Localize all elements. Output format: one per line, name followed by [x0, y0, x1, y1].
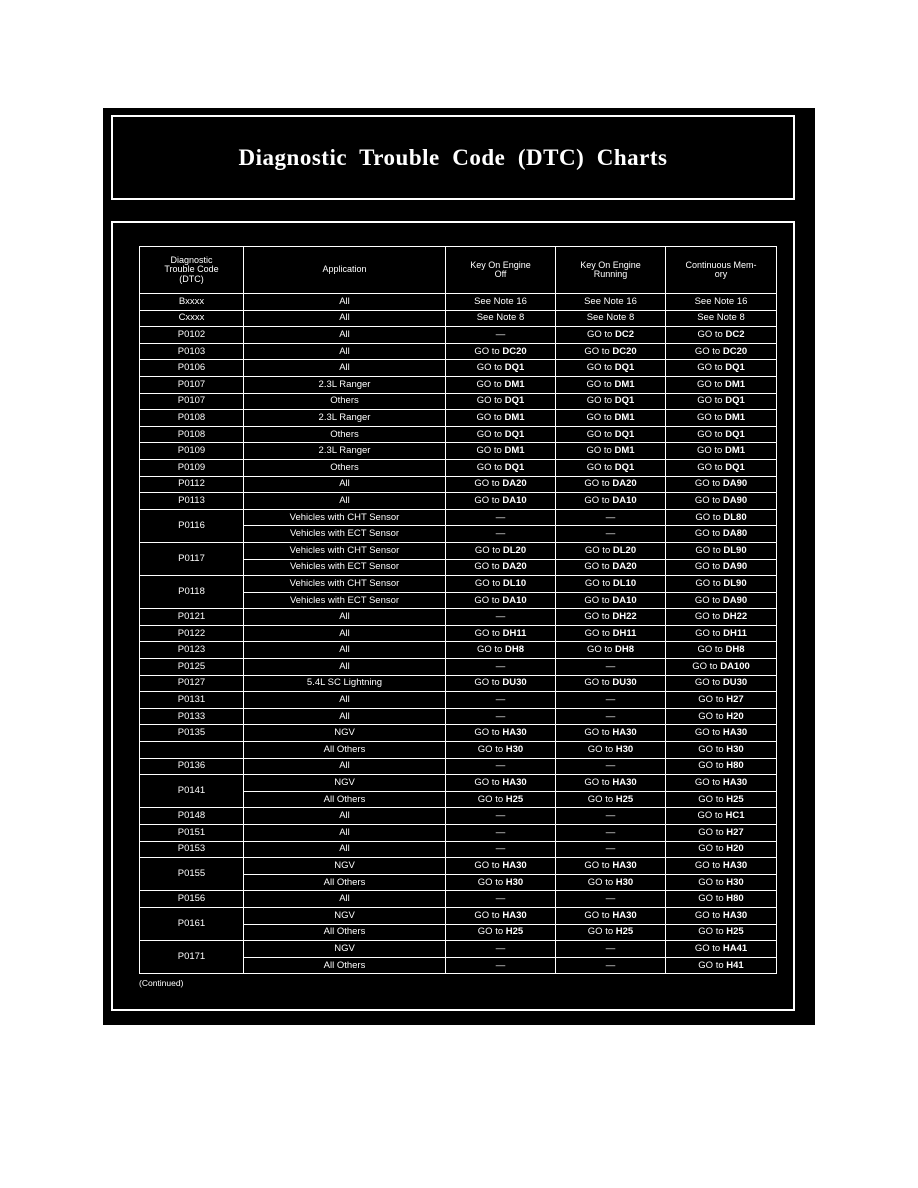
cell-application: NGV — [244, 775, 446, 792]
table-row — [140, 576, 777, 593]
cell-key-on-engine-off: GO to DA10 — [446, 493, 556, 510]
cell-application: All — [244, 692, 446, 709]
cell-dtc-code: P0133 — [140, 708, 244, 725]
cell-application: 2.3L Ranger — [244, 443, 446, 460]
table-header — [140, 247, 777, 294]
document-page-panel — [103, 108, 815, 1025]
cell-key-on-engine-off: — — [446, 957, 556, 974]
cell-key-on-engine-running: — — [556, 708, 666, 725]
cell-key-on-engine-running: — — [556, 841, 666, 858]
cell-dtc-code: P0148 — [140, 808, 244, 825]
cell-dtc-code: P0141 — [140, 775, 244, 808]
cell-continuous-memory: GO to HC1 — [666, 808, 777, 825]
cell-continuous-memory: GO to H25 — [666, 924, 777, 941]
cell-key-on-engine-running: GO to H30 — [556, 742, 666, 759]
cell-key-on-engine-running: GO to DU30 — [556, 675, 666, 692]
cell-key-on-engine-off: GO to DQ1 — [446, 459, 556, 476]
cell-key-on-engine-running: GO to DC2 — [556, 327, 666, 344]
cell-continuous-memory: GO to DM1 — [666, 410, 777, 427]
cell-key-on-engine-running: GO to HA30 — [556, 907, 666, 924]
cell-key-on-engine-off: — — [446, 327, 556, 344]
cell-dtc-code: P0156 — [140, 891, 244, 908]
cell-key-on-engine-running: — — [556, 957, 666, 974]
cell-continuous-memory: GO to H30 — [666, 742, 777, 759]
cell-continuous-memory: GO to DA90 — [666, 493, 777, 510]
cell-key-on-engine-off: GO to HA30 — [446, 725, 556, 742]
cell-continuous-memory: See Note 8 — [666, 310, 777, 327]
cell-dtc-code: P0125 — [140, 659, 244, 676]
table-row — [140, 393, 777, 410]
cell-key-on-engine-off: — — [446, 941, 556, 958]
cell-application: All Others — [244, 924, 446, 941]
cell-continuous-memory: GO to DH22 — [666, 609, 777, 626]
table-frame — [111, 221, 795, 1011]
cell-continuous-memory: GO to DH11 — [666, 625, 777, 642]
cell-dtc-code: P0161 — [140, 907, 244, 940]
cell-key-on-engine-off: GO to DQ1 — [446, 393, 556, 410]
cell-key-on-engine-off: — — [446, 825, 556, 842]
table-row — [140, 509, 777, 526]
cell-application: All Others — [244, 874, 446, 891]
cell-key-on-engine-running: GO to DA10 — [556, 592, 666, 609]
cell-key-on-engine-off: GO to DQ1 — [446, 360, 556, 377]
cell-key-on-engine-off: GO to DA20 — [446, 476, 556, 493]
cell-key-on-engine-running: GO to DH8 — [556, 642, 666, 659]
cell-dtc-code: P0116 — [140, 509, 244, 542]
table-row — [140, 327, 777, 344]
cell-dtc-code: P0108 — [140, 426, 244, 443]
cell-dtc-code: P0117 — [140, 542, 244, 575]
table-row — [140, 841, 777, 858]
cell-key-on-engine-running: GO to DQ1 — [556, 360, 666, 377]
cell-key-on-engine-off: — — [446, 758, 556, 775]
cell-application: All — [244, 493, 446, 510]
cell-continuous-memory: GO to DA100 — [666, 659, 777, 676]
cell-dtc-code: P0106 — [140, 360, 244, 377]
table-row — [140, 808, 777, 825]
table-row — [140, 376, 777, 393]
cell-dtc-code: P0155 — [140, 858, 244, 891]
cell-continuous-memory: GO to H27 — [666, 825, 777, 842]
cell-application: All — [244, 609, 446, 626]
cell-dtc-code: P0109 — [140, 443, 244, 460]
table-row — [140, 476, 777, 493]
cell-continuous-memory: GO to DA90 — [666, 592, 777, 609]
cell-key-on-engine-running: GO to H30 — [556, 874, 666, 891]
cell-dtc-code: P0135 — [140, 725, 244, 742]
cell-key-on-engine-off: GO to DA20 — [446, 559, 556, 576]
cell-application: Vehicles with CHT Sensor — [244, 542, 446, 559]
cell-continuous-memory: GO to DU30 — [666, 675, 777, 692]
cell-key-on-engine-running: GO to DA10 — [556, 493, 666, 510]
table-row — [140, 825, 777, 842]
cell-continuous-memory: GO to DH8 — [666, 642, 777, 659]
cell-key-on-engine-off: GO to DM1 — [446, 376, 556, 393]
cell-key-on-engine-running: GO to HA30 — [556, 775, 666, 792]
cell-continuous-memory: GO to DQ1 — [666, 393, 777, 410]
cell-key-on-engine-off: GO to DC20 — [446, 343, 556, 360]
cell-application: Vehicles with CHT Sensor — [244, 576, 446, 593]
cell-application: 5.4L SC Lightning — [244, 675, 446, 692]
cell-application: All — [244, 476, 446, 493]
cell-dtc-code: Cxxxx — [140, 310, 244, 327]
table-row — [140, 410, 777, 427]
cell-key-on-engine-off: — — [446, 808, 556, 825]
cell-application: All Others — [244, 791, 446, 808]
cell-key-on-engine-running: GO to DA20 — [556, 476, 666, 493]
cell-key-on-engine-off: See Note 8 — [446, 310, 556, 327]
table-row — [140, 675, 777, 692]
cell-continuous-memory: GO to DQ1 — [666, 360, 777, 377]
table-header-row — [140, 247, 777, 294]
cell-key-on-engine-running: GO to DL10 — [556, 576, 666, 593]
table-row — [140, 742, 777, 759]
cell-key-on-engine-off: — — [446, 526, 556, 543]
cell-dtc-code: Bxxxx — [140, 294, 244, 311]
cell-key-on-engine-off: GO to DL20 — [446, 542, 556, 559]
title-box — [111, 115, 795, 200]
table-row — [140, 725, 777, 742]
cell-application: Vehicles with ECT Sensor — [244, 559, 446, 576]
cell-key-on-engine-off: GO to H30 — [446, 742, 556, 759]
cell-key-on-engine-running: GO to DQ1 — [556, 459, 666, 476]
cell-application: All Others — [244, 742, 446, 759]
cell-continuous-memory: GO to DM1 — [666, 376, 777, 393]
table-body — [140, 294, 777, 974]
cell-key-on-engine-running: See Note 16 — [556, 294, 666, 311]
cell-key-on-engine-running: — — [556, 941, 666, 958]
cell-key-on-engine-running: — — [556, 825, 666, 842]
table-row — [140, 343, 777, 360]
column-header-key-on-engine-running: Key On Engine Running — [556, 247, 666, 294]
cell-application: Vehicles with ECT Sensor — [244, 526, 446, 543]
cell-key-on-engine-off: GO to DL10 — [446, 576, 556, 593]
cell-key-on-engine-running: GO to DM1 — [556, 376, 666, 393]
cell-key-on-engine-running: GO to HA30 — [556, 725, 666, 742]
cell-key-on-engine-off: — — [446, 692, 556, 709]
table-row — [140, 708, 777, 725]
cell-continuous-memory: GO to H25 — [666, 791, 777, 808]
cell-application: All — [244, 310, 446, 327]
cell-key-on-engine-running: — — [556, 758, 666, 775]
cell-dtc-code: P0118 — [140, 576, 244, 609]
cell-dtc-code: P0113 — [140, 493, 244, 510]
cell-application: All — [244, 825, 446, 842]
table-row — [140, 542, 777, 559]
cell-continuous-memory: GO to H20 — [666, 841, 777, 858]
cell-continuous-memory: GO to HA41 — [666, 941, 777, 958]
cell-key-on-engine-running: GO to H25 — [556, 924, 666, 941]
cell-dtc-code: P0103 — [140, 343, 244, 360]
cell-key-on-engine-off: — — [446, 891, 556, 908]
cell-key-on-engine-running: GO to H25 — [556, 791, 666, 808]
cell-dtc-code: P0151 — [140, 825, 244, 842]
cell-dtc-code: P0171 — [140, 941, 244, 974]
cell-application: All — [244, 841, 446, 858]
cell-dtc-code: P0136 — [140, 758, 244, 775]
table-row — [140, 360, 777, 377]
table-row — [140, 642, 777, 659]
cell-continuous-memory: GO to DC20 — [666, 343, 777, 360]
cell-application: NGV — [244, 941, 446, 958]
cell-key-on-engine-running: — — [556, 808, 666, 825]
table-row — [140, 692, 777, 709]
table-row — [140, 775, 777, 792]
cell-key-on-engine-off: GO to DM1 — [446, 410, 556, 427]
cell-key-on-engine-off: GO to DM1 — [446, 443, 556, 460]
cell-application: All — [244, 891, 446, 908]
cell-continuous-memory: GO to H41 — [666, 957, 777, 974]
cell-application: NGV — [244, 858, 446, 875]
cell-application: All Others — [244, 957, 446, 974]
cell-application: All — [244, 625, 446, 642]
cell-dtc-code: P0109 — [140, 459, 244, 476]
cell-continuous-memory: GO to HA30 — [666, 775, 777, 792]
cell-continuous-memory: GO to DQ1 — [666, 426, 777, 443]
cell-application: All — [244, 294, 446, 311]
cell-key-on-engine-off: — — [446, 659, 556, 676]
table-row — [140, 294, 777, 311]
cell-key-on-engine-off: GO to DQ1 — [446, 426, 556, 443]
cell-key-on-engine-off: GO to HA30 — [446, 907, 556, 924]
cell-dtc-code: P0107 — [140, 376, 244, 393]
column-header-application: Application — [244, 247, 446, 294]
cell-key-on-engine-running: See Note 8 — [556, 310, 666, 327]
table-row — [140, 459, 777, 476]
table-row — [140, 659, 777, 676]
cell-dtc-code: P0131 — [140, 692, 244, 709]
cell-continuous-memory: GO to DA80 — [666, 526, 777, 543]
page-title: Diagnostic Trouble Code (DTC) Charts — [238, 144, 668, 170]
cell-continuous-memory: GO to DA90 — [666, 476, 777, 493]
cell-key-on-engine-running: — — [556, 509, 666, 526]
cell-application: NGV — [244, 725, 446, 742]
cell-continuous-memory: GO to HA30 — [666, 858, 777, 875]
dtc-chart-table — [139, 246, 777, 974]
cell-application: All — [244, 360, 446, 377]
cell-key-on-engine-off: — — [446, 609, 556, 626]
cell-key-on-engine-off: — — [446, 841, 556, 858]
cell-key-on-engine-running: — — [556, 692, 666, 709]
cell-continuous-memory: GO to DM1 — [666, 443, 777, 460]
cell-dtc-code: P0122 — [140, 625, 244, 642]
table-row — [140, 891, 777, 908]
cell-dtc-code: P0108 — [140, 410, 244, 427]
cell-application: 2.3L Ranger — [244, 410, 446, 427]
cell-key-on-engine-running: GO to DL20 — [556, 542, 666, 559]
cell-application: Others — [244, 393, 446, 410]
table-row — [140, 426, 777, 443]
table-row — [140, 609, 777, 626]
cell-key-on-engine-running: GO to DH11 — [556, 625, 666, 642]
cell-continuous-memory: GO to DA90 — [666, 559, 777, 576]
cell-key-on-engine-running: GO to DA20 — [556, 559, 666, 576]
cell-application: Vehicles with ECT Sensor — [244, 592, 446, 609]
cell-application: 2.3L Ranger — [244, 376, 446, 393]
cell-dtc-code — [140, 742, 244, 759]
table-row — [140, 310, 777, 327]
cell-continuous-memory: GO to DL90 — [666, 576, 777, 593]
cell-key-on-engine-running: — — [556, 891, 666, 908]
table-row — [140, 858, 777, 875]
cell-continuous-memory: GO to H80 — [666, 891, 777, 908]
cell-continuous-memory: GO to H20 — [666, 708, 777, 725]
continued-note: (Continued) — [139, 978, 184, 988]
cell-key-on-engine-off: See Note 16 — [446, 294, 556, 311]
cell-continuous-memory: GO to H30 — [666, 874, 777, 891]
cell-continuous-memory: See Note 16 — [666, 294, 777, 311]
column-header-key-on-engine-off: Key On Engine Off — [446, 247, 556, 294]
cell-key-on-engine-running: GO to DH22 — [556, 609, 666, 626]
cell-key-on-engine-running: GO to DQ1 — [556, 426, 666, 443]
column-header-dtc: Diagnostic Trouble Code (DTC) — [140, 247, 244, 294]
table-row — [140, 493, 777, 510]
table-row — [140, 443, 777, 460]
cell-dtc-code: P0153 — [140, 841, 244, 858]
cell-application: Others — [244, 459, 446, 476]
cell-key-on-engine-off: GO to HA30 — [446, 775, 556, 792]
cell-key-on-engine-running: — — [556, 659, 666, 676]
cell-key-on-engine-off: GO to DH8 — [446, 642, 556, 659]
cell-key-on-engine-off: — — [446, 708, 556, 725]
cell-dtc-code: P0102 — [140, 327, 244, 344]
cell-key-on-engine-running: GO to DM1 — [556, 443, 666, 460]
cell-continuous-memory: GO to HA30 — [666, 907, 777, 924]
cell-application: All — [244, 642, 446, 659]
cell-key-on-engine-off: GO to HA30 — [446, 858, 556, 875]
cell-application: All — [244, 758, 446, 775]
cell-key-on-engine-running: GO to DQ1 — [556, 393, 666, 410]
cell-key-on-engine-running: GO to HA30 — [556, 858, 666, 875]
cell-application: All — [244, 327, 446, 344]
cell-continuous-memory: GO to DL90 — [666, 542, 777, 559]
cell-application: All — [244, 659, 446, 676]
cell-continuous-memory: GO to DL80 — [666, 509, 777, 526]
cell-key-on-engine-off: GO to H25 — [446, 924, 556, 941]
cell-dtc-code: P0121 — [140, 609, 244, 626]
cell-application: All — [244, 708, 446, 725]
cell-key-on-engine-off: GO to H25 — [446, 791, 556, 808]
cell-key-on-engine-off: GO to DH11 — [446, 625, 556, 642]
table-row — [140, 625, 777, 642]
cell-continuous-memory: GO to DQ1 — [666, 459, 777, 476]
cell-continuous-memory: GO to HA30 — [666, 725, 777, 742]
cell-application: All — [244, 343, 446, 360]
cell-key-on-engine-off: GO to H30 — [446, 874, 556, 891]
cell-application: NGV — [244, 907, 446, 924]
cell-dtc-code: P0112 — [140, 476, 244, 493]
cell-key-on-engine-off: — — [446, 509, 556, 526]
cell-continuous-memory: GO to H27 — [666, 692, 777, 709]
cell-continuous-memory: GO to DC2 — [666, 327, 777, 344]
cell-key-on-engine-running: — — [556, 526, 666, 543]
cell-application: Vehicles with CHT Sensor — [244, 509, 446, 526]
cell-key-on-engine-off: GO to DA10 — [446, 592, 556, 609]
cell-dtc-code: P0123 — [140, 642, 244, 659]
table-row — [140, 907, 777, 924]
cell-continuous-memory: GO to H80 — [666, 758, 777, 775]
cell-key-on-engine-running: GO to DM1 — [556, 410, 666, 427]
cell-key-on-engine-off: GO to DU30 — [446, 675, 556, 692]
cell-dtc-code: P0127 — [140, 675, 244, 692]
cell-key-on-engine-running: GO to DC20 — [556, 343, 666, 360]
cell-application: All — [244, 808, 446, 825]
table-row — [140, 758, 777, 775]
table-row — [140, 941, 777, 958]
cell-dtc-code: P0107 — [140, 393, 244, 410]
column-header-continuous-memory: Continuous Mem- ory — [666, 247, 777, 294]
cell-application: Others — [244, 426, 446, 443]
